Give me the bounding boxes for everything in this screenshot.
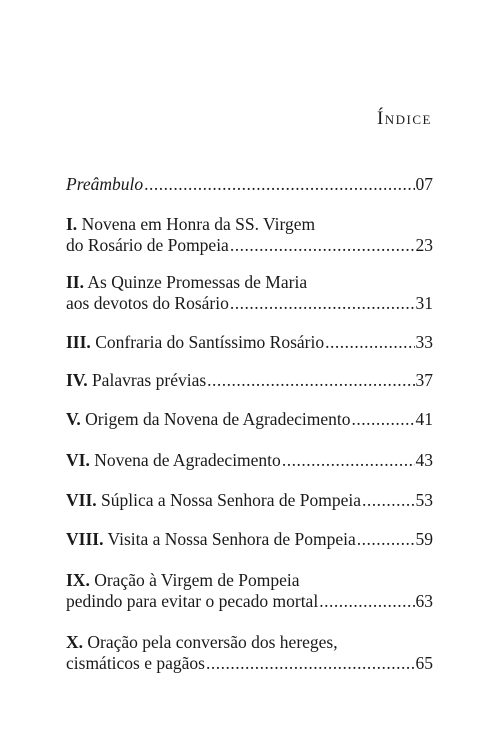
toc-entry-page-number: 59	[415, 529, 433, 549]
toc-entry[interactable]	[66, 529, 433, 550]
toc-entry-number: III.	[66, 332, 91, 352]
toc-entry[interactable]	[66, 272, 433, 314]
toc-entry-title: Palavras prévias	[91, 370, 207, 390]
toc-entry-last-line	[66, 332, 433, 353]
toc-entry-last-line	[66, 235, 433, 256]
toc-entry-line	[66, 570, 433, 591]
toc-entry-last-line	[66, 490, 433, 511]
toc-entry-text-wrap	[66, 293, 229, 314]
toc-entry-number: II.	[66, 272, 84, 292]
toc-entry-last-line	[66, 591, 433, 612]
toc-entry-title: aos devotos do Rosário	[66, 293, 229, 313]
toc-entry-text-wrap	[66, 632, 338, 652]
toc-entry-page-number: 53	[415, 490, 433, 510]
toc-entry-title: Novena em Honra da SS. Virgem	[81, 214, 316, 234]
toc-entry-page-number: 65	[415, 653, 433, 673]
toc-entry-text-wrap	[66, 409, 350, 430]
toc-entry-last-line	[66, 370, 433, 391]
toc-entry-text-wrap	[66, 214, 315, 234]
page-title: Índice	[376, 108, 432, 129]
toc-entry-number: V.	[66, 409, 81, 429]
toc-entry-number: VI.	[66, 450, 90, 470]
toc-entry-page-number: 33	[415, 332, 433, 352]
toc-entry-title: As Quinze Promessas de Maria	[87, 272, 308, 292]
toc-entry-number: X.	[66, 632, 84, 652]
toc-entry-last-line	[66, 174, 433, 195]
toc-entry-line	[66, 214, 433, 235]
toc-entry-text-wrap	[66, 529, 356, 550]
toc-entry-title: Oração pela conversão dos hereges,	[87, 632, 338, 652]
toc-entry-text-wrap	[66, 235, 229, 256]
toc-entry-text-wrap	[66, 570, 300, 590]
toc-entry-page-number: 31	[415, 293, 433, 313]
toc-entry-title: Origem da Novena de Agradecimento	[85, 409, 351, 429]
toc-entry-number: IV.	[66, 370, 88, 390]
dot-leader	[351, 409, 414, 430]
toc-entry-title: Oração à Virgem de Pompeia	[94, 570, 300, 590]
dot-leader	[282, 450, 415, 471]
toc-entry-page-number: 41	[415, 409, 433, 429]
toc-entry[interactable]	[66, 214, 433, 256]
toc-entry-title: Visita a Nossa Senhora de Pompeia	[107, 529, 356, 549]
toc-entry-title: Novena de Agradecimento	[94, 450, 281, 470]
toc-entry-text-wrap	[66, 591, 318, 612]
toc-entry[interactable]	[66, 450, 433, 471]
dot-leader	[230, 293, 415, 314]
toc-entry-last-line	[66, 450, 433, 471]
toc-entry-title: do Rosário de Pompeia	[66, 235, 229, 255]
toc-entry-title: Preâmbulo	[66, 174, 144, 194]
toc-entry[interactable]	[66, 570, 433, 612]
toc-entry-number: IX.	[66, 570, 90, 590]
toc-entry-line	[66, 632, 433, 653]
toc-entry-text-wrap	[66, 490, 361, 511]
toc-entry-text-wrap	[66, 653, 205, 674]
dot-leader	[325, 332, 414, 353]
dot-leader	[207, 370, 414, 391]
dot-leader	[362, 490, 414, 511]
toc-entry[interactable]	[66, 332, 433, 353]
toc-entry-page-number: 37	[415, 370, 433, 390]
toc-entry-number: I.	[66, 214, 78, 234]
toc-entry-page-number: 23	[415, 235, 433, 255]
toc-entry-last-line	[66, 653, 433, 674]
toc-entry-title: cismáticos e pagãos	[66, 653, 205, 673]
toc-entry-title: pedindo para evitar o pecado mortal	[66, 591, 319, 611]
toc-entry-number: VIII.	[66, 529, 104, 549]
toc-entry-last-line	[66, 529, 433, 550]
dot-leader	[230, 235, 415, 256]
dot-leader	[144, 174, 414, 195]
toc-entry[interactable]	[66, 174, 433, 195]
toc-entry[interactable]	[66, 370, 433, 391]
dot-leader	[319, 591, 414, 612]
toc-entry-text-wrap	[66, 332, 324, 353]
toc-entry-number: VII.	[66, 490, 97, 510]
toc-entry[interactable]	[66, 490, 433, 511]
toc-entry-last-line	[66, 293, 433, 314]
toc-entry[interactable]	[66, 632, 433, 674]
toc-entry-title: Confraria do Santíssimo Rosário	[95, 332, 325, 352]
toc-entry-text-wrap	[66, 450, 281, 471]
toc-entry-last-line	[66, 409, 433, 430]
toc-entry-title: Súplica a Nossa Senhora de Pompeia	[101, 490, 362, 510]
toc-entry-page-number: 43	[415, 450, 433, 470]
toc-entry-text-wrap	[66, 272, 307, 292]
toc-entry-page-number: 07	[415, 174, 433, 194]
toc-entry-line	[66, 272, 433, 293]
toc-entry-text-wrap	[66, 174, 143, 195]
toc-entry-page-number: 63	[415, 591, 433, 611]
toc-entry[interactable]	[66, 409, 433, 430]
dot-leader	[206, 653, 415, 674]
dot-leader	[357, 529, 415, 550]
toc-entry-text-wrap	[66, 370, 206, 391]
